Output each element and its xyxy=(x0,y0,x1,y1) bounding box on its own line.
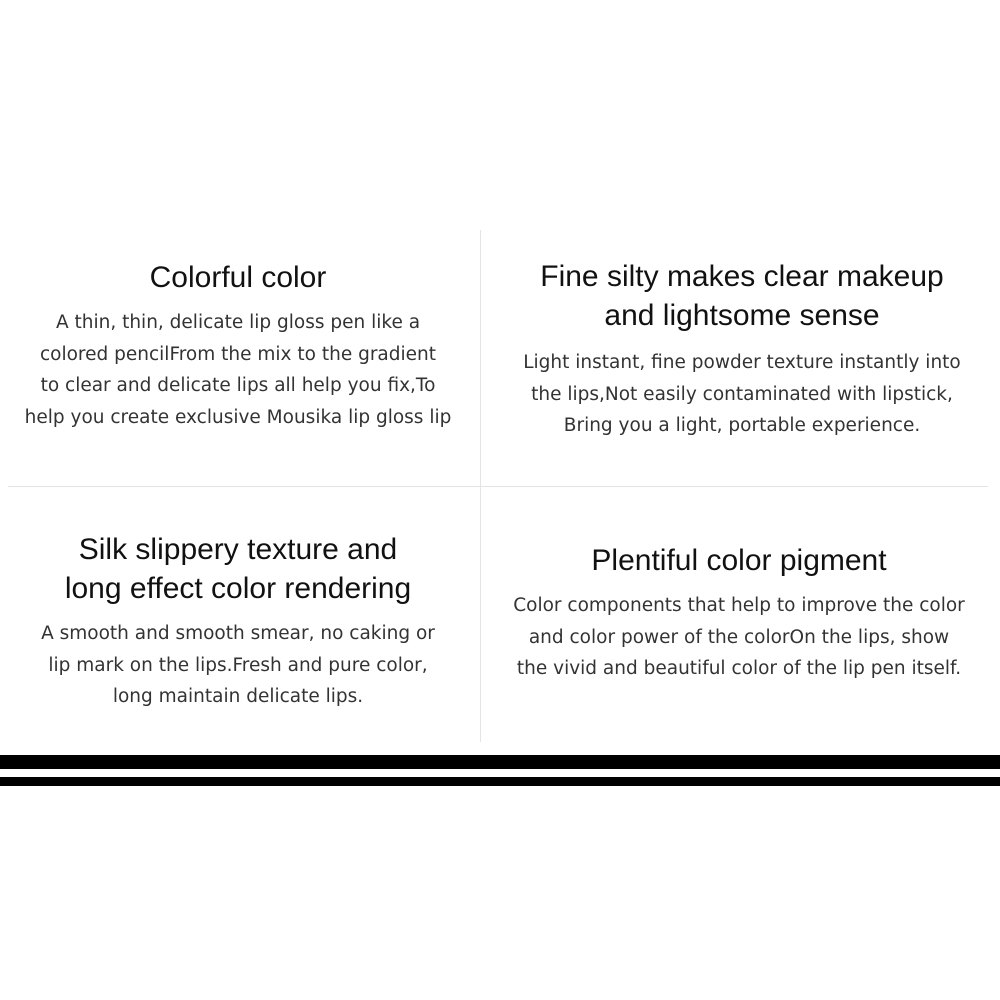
feature-description: Color components that help to improve the color and color power of the colorOn the lips, show the vivid and beautiful color of the lip pen itself. xyxy=(513,595,965,679)
feature-description: A smooth and smooth smear, no caking or lip mark on the lips.Fresh and pure color, long maintain delicate lips. xyxy=(41,623,435,707)
feature-color-pigment xyxy=(484,541,994,685)
feature-description: Light instant, fine powder texture instantly into the lips,Not easily contaminated with lipstick, Bring you a light, portable experience. xyxy=(523,352,961,436)
feature-title: Silk slippery texture and long effect color rendering xyxy=(64,533,412,605)
feature-colorful-color xyxy=(0,258,476,433)
feature-title: Plentiful color pigment xyxy=(591,544,887,577)
feature-description: A thin, thin, delicate lip gloss pen like a colored pencilFrom the mix to the gradient to clear and delicate lips all help you fix,To help you create exclusive Mousika lip gloss lip xyxy=(24,312,452,428)
feature-silk-texture xyxy=(0,530,476,713)
feature-title: Colorful color xyxy=(149,261,327,294)
horizontal-divider xyxy=(8,486,988,487)
decorative-stripe-bottom xyxy=(0,777,1000,786)
feature-fine-silty xyxy=(484,257,1000,442)
decorative-stripe-top xyxy=(0,755,1000,769)
feature-title: Fine silty makes clear makeup and lightsome sense xyxy=(540,260,944,332)
